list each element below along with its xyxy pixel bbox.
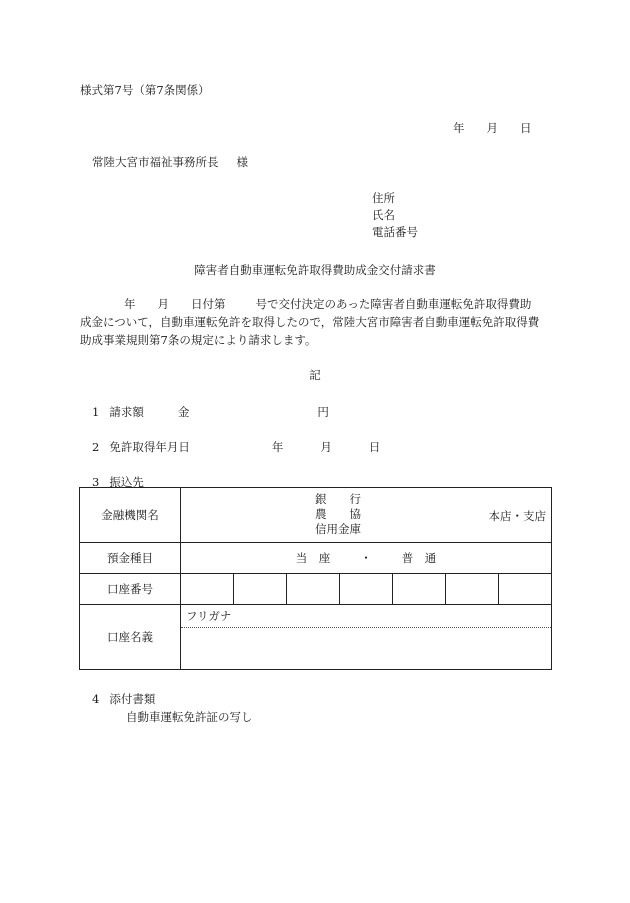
- deposit-row: [80, 543, 552, 574]
- body-line-3: 助成事業規則第7条の規定により請求します。: [80, 333, 317, 347]
- body-line-2: 成金について，自動車運転免許を取得したので，常陸大宮市障害者自動車運転免許取得費: [80, 315, 540, 329]
- body-year: 年: [124, 297, 136, 311]
- bank-name-field[interactable]: [181, 488, 552, 543]
- bank-type-agri: 農 協: [315, 507, 361, 521]
- account-digit-box[interactable]: [339, 574, 392, 604]
- item1-yen: 円: [317, 405, 329, 419]
- item-claim-amount: [92, 404, 329, 420]
- item-license-date: [92, 439, 380, 455]
- item4-number: 4: [92, 692, 100, 706]
- item2-month: 月: [320, 440, 332, 454]
- holder-label: 口座名義: [80, 605, 181, 670]
- item-attachments: [92, 691, 155, 707]
- holder-row: [80, 605, 552, 670]
- transfer-table: [79, 487, 552, 670]
- account-number-row: [80, 574, 552, 605]
- ki-heading: 記: [309, 368, 321, 382]
- addressee-honorific: 様: [236, 155, 248, 169]
- deposit-ordinary: 普 通: [401, 551, 437, 565]
- date-line: [453, 120, 532, 136]
- address-label: 住所: [372, 191, 395, 205]
- bank-type-options: [315, 492, 361, 537]
- account-number-label: 口座番号: [80, 574, 181, 605]
- item1-label: 請求額: [109, 405, 144, 419]
- furigana-field[interactable]: [181, 605, 551, 628]
- bank-type-credit: 信用金庫: [315, 522, 361, 536]
- item2-year: 年: [271, 440, 284, 454]
- item4-label: 添付書類: [109, 692, 156, 706]
- account-digit-box[interactable]: [445, 574, 498, 604]
- furigana-label: フリガナ: [186, 609, 232, 623]
- item2-label: 免許取得年月日: [109, 440, 190, 454]
- deposit-type-field[interactable]: [181, 543, 552, 574]
- body-paragraph: [80, 295, 560, 349]
- item1-kin: 金: [177, 405, 190, 419]
- body-dated: 日付第: [191, 297, 226, 311]
- deposit-separator: ・: [360, 551, 372, 565]
- item3-label: 振込先: [109, 475, 144, 489]
- account-number-boxes: [181, 574, 551, 604]
- addressee: [92, 154, 248, 170]
- item3-number: 3: [92, 475, 100, 489]
- document-title: 障害者自動車運転免許取得費助成金交付請求書: [194, 263, 436, 277]
- body-month: 月: [157, 297, 169, 311]
- branch-options: 本店・支店: [488, 509, 546, 523]
- applicant-block: [372, 190, 418, 241]
- body-line-1: [80, 295, 560, 313]
- bank-label: 金融機関名: [80, 488, 181, 543]
- date-day: 日: [520, 121, 532, 135]
- account-number-field: [181, 574, 552, 605]
- deposit-current: 当 座: [295, 551, 331, 565]
- account-digit-box[interactable]: [498, 574, 551, 604]
- account-digit-box[interactable]: [181, 574, 233, 604]
- item2-number: 2: [92, 440, 100, 454]
- phone-label: 電話番号: [372, 225, 418, 239]
- item2-day: 日: [368, 440, 381, 454]
- holder-field[interactable]: [181, 605, 552, 670]
- item1-number: 1: [92, 405, 100, 419]
- account-digit-box[interactable]: [233, 574, 286, 604]
- addressee-name: 常陸大宮市福祉事務所長: [92, 155, 219, 169]
- body-line-1-rest: 号で交付決定のあった障害者自動車運転免許取得費助: [255, 297, 532, 311]
- bank-row: [80, 488, 552, 543]
- form-number: 様式第7号（第7条関係）: [80, 83, 210, 97]
- bank-type-bank: 銀 行: [315, 492, 361, 506]
- date-year: 年: [453, 121, 465, 135]
- account-digit-box[interactable]: [286, 574, 339, 604]
- holder-name-field[interactable]: [181, 628, 551, 669]
- name-label: 氏名: [372, 208, 395, 222]
- account-digit-box[interactable]: [392, 574, 445, 604]
- deposit-label: 預金種目: [80, 543, 181, 574]
- attachment-detail: 自動車運転免許証の写し: [126, 710, 253, 724]
- date-month: 月: [486, 121, 498, 135]
